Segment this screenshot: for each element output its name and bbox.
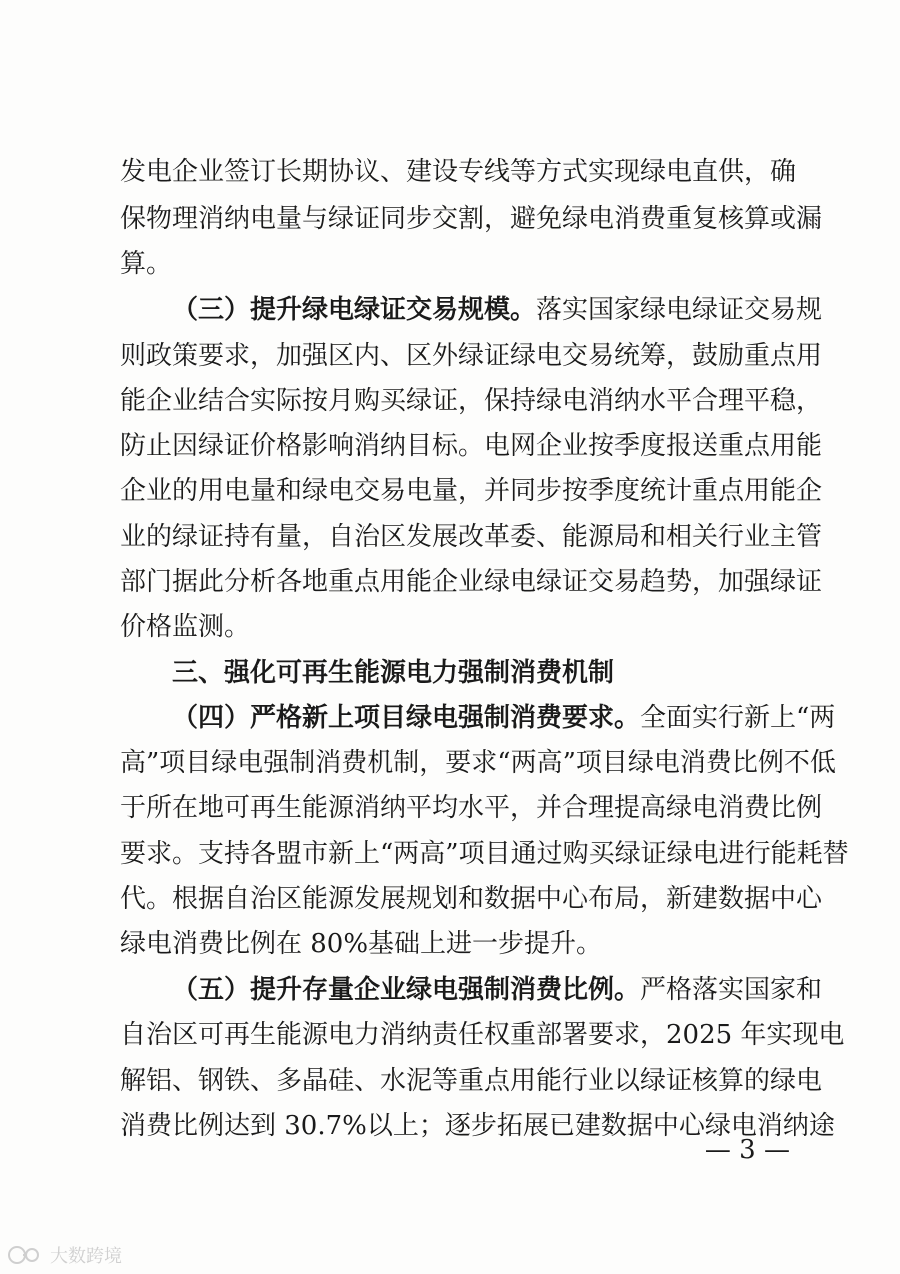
- text-line: 解铝、钢铁、多晶硅、水泥等重点用能行业以绿证核算的绿电: [120, 1066, 823, 1096]
- section-heading: 三、强化可再生能源电力强制消费机制: [172, 658, 615, 688]
- text-line: 高”项目绿电强制消费机制，要求“两高”项目绿电消费比例不低: [120, 748, 836, 778]
- paragraph-lead-line: [172, 698, 836, 738]
- text-line: 代。根据自治区能源发展规划和数据中心布局，新建数据中心: [120, 884, 823, 914]
- text-line: 则政策要求，加强区内、区外绿证绿电交易统筹，鼓励重点用: [120, 341, 823, 371]
- paragraph-lead: （四）严格新上项目绿电强制消费要求。: [172, 703, 641, 733]
- text-line: 要求。支持各盟市新上“两高”项目通过购买绿证绿电进行能耗替: [120, 839, 849, 869]
- paragraph-lead-rest: 落实国家绿电绿证交易规: [536, 295, 823, 325]
- text-line: 企业的用电量和绿电交易电量，并同步按季度统计重点用能企: [120, 476, 823, 506]
- text-line: 业的绿证持有量，自治区发展改革委、能源局和相关行业主管: [120, 522, 823, 552]
- paragraph-lead: （五）提升存量企业绿电强制消费比例。: [172, 975, 641, 1005]
- text-line: 保物理消纳电量与绿证同步交割，避免绿电消费重复核算或漏: [120, 204, 823, 234]
- watermark-logo-icon: [6, 1244, 46, 1266]
- text-line: 于所在地可再生能源消纳平均水平，并合理提高绿电消费比例: [120, 793, 823, 823]
- paragraph-lead-rest: 严格落实国家和: [640, 975, 823, 1005]
- watermark-text: 大数跨境: [50, 1246, 122, 1267]
- watermark: [6, 1242, 122, 1268]
- text-line: 能企业结合实际按月购买绿证，保持绿电消纳水平合理平稳，: [120, 386, 823, 416]
- text-line: 部门据此分析各地重点用能企业绿电绿证交易趋势，加强绿证: [120, 567, 823, 597]
- text-line: 防止因绿证价格影响消纳目标。电网企业按季度报送重点用能: [120, 431, 823, 461]
- paragraph-lead-rest: 全面实行新上“两: [640, 703, 836, 733]
- page-number: — 3 —: [704, 1135, 790, 1165]
- text-line: 消费比例达到 30.7%以上；逐步拓展已建数据中心绿电消纳途: [120, 1111, 835, 1141]
- text-line: 绿电消费比例在 80%基础上进一步提升。: [120, 929, 603, 959]
- text-line: 发电企业签订长期协议、建设专线等方式实现绿电直供，确: [120, 157, 797, 187]
- text-line: 自治区可再生能源电力消纳责任权重部署要求，2025 年实现电: [120, 1020, 845, 1050]
- text-line: 算。: [120, 249, 173, 279]
- paragraph-lead: （三）提升绿电绿证交易规模。: [172, 295, 537, 325]
- paragraph-lead-line: [172, 290, 823, 330]
- text-line: 价格监测。: [120, 612, 251, 642]
- paragraph-lead-line: [172, 970, 823, 1010]
